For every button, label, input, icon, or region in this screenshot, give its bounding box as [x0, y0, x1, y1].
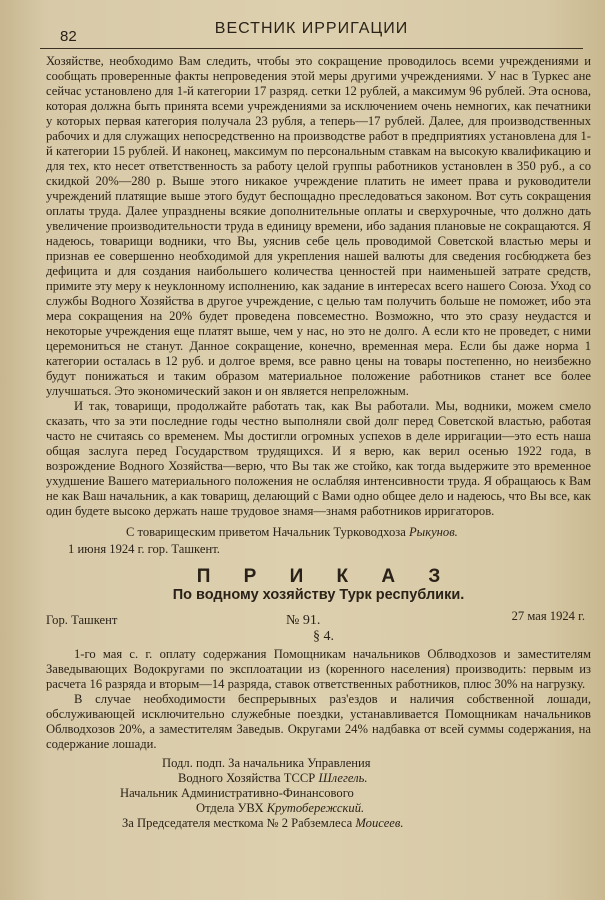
signature-line-2-name: Шлегель. — [318, 771, 368, 785]
signature-line-4 — [46, 801, 591, 816]
letter-closing-signature: Рыкунов. — [408, 525, 458, 539]
letter-paragraph-1: Хозяйстве, необходимо Вам следить, чтобы это сокращение проводилось всеми учреждениями и сообщать проверенные факты непроведения этой меры другими учреждениями. У нас в Туркес ане сейчас установлено для 1-й категории 17 разряд. сетки 12 рублей, а максимум 96 рублей. Эта основа, которая должна быть принята всеми учреждениями за исключением очень немногих, как печатники у которых первая категория получала 23 рубля, а теперь—17 рублей. Далее, для производственных рабочих и для служащих непосредственно на производстве работ в предприятиях установлена для 1-й категории 15 рублей. И наконец, максимум по персональным ставкам на высокую квалификацию и для тех, кто несет ответственность за работу целой группы работников установлен в 350 руб., а со скидкой 20%—280 р. Выше этого никакое учреждение платить не имеет права и руководители учреждений платящие выше этого будут беспощадно преследоваться законом. Вот суть сокращения оплаты труда. Далее упразднены всякие дополнительные оплаты и сверхурочные, что должно дать увеличение производительности труда в единицу времени, ибо задания плановые не сокращаются. Я надеюсь, товарищи водники, что Вы, уяснив себе цель проводимой Советской властью меры и признав ее совершенно необходимой для укрепления нашей валюты для сведения госбюджета без дефицита и для создания наибольшего количества ценностей при наименьшей затрате средств, примите эту меру к неуклонному исполнению, как задание в интересах всего нашего Союза. Уход со службы Водного Хозяйства в другое учреждение, с целью там получить больше не поможет, ибо эта мера сокращения на 20% будет проведена повсеместно. Возможно, что это сразу неудастся и некоторые учреждения еще платят выше, чем у нас, но это не долго. А если кто не проведет, с ними церемониться не станут. Данное сокращение, конечно, временная мера. Если бы даже норма 1 категории осталась в 12 руб. и долгое время, все равно цены на товары постепенно, но неизбежно будут понижаться и таким образом материальное положение работников станет все более улучшаться. Это экономический закон и он является непреложным. — [46, 54, 591, 398]
order-section: § 4. — [313, 629, 334, 644]
signature-line-1: Подл. подп. За начальника Управления — [162, 756, 371, 770]
signature-line-4-name: Крутобережский. — [266, 801, 365, 815]
page-number: 82 — [60, 28, 77, 45]
order-number: № 91. — [286, 613, 321, 628]
signature-line-2-text: Водного Хозяйства ТССР — [178, 771, 316, 785]
order-paragraph-1: 1-го мая с. г. оплату содержания Помощникам начальников Облводхозов и заместителям Заведывающих Водокругами по эксплоатации из (коренного населения) производить: первым из расчета 16 разряда и вторым—14 разряда, ставок ответственных работников, плюс 30% на нагрузку. — [46, 647, 591, 691]
order-signatures — [46, 756, 591, 831]
signature-line-5-text: За Председателя месткома № 2 Рабземлеса — [122, 816, 353, 830]
order-city: Гор. Ташкент — [46, 613, 118, 627]
signature-line-2 — [46, 771, 591, 786]
page-header — [40, 18, 583, 49]
letter-paragraph-2: И так, товарищи, продолжайте работать так, как Вы работали. Мы, водники, можем смело сказать, что за эти последние годы честно выполняли свой долг перед Советской властью, работая часто не считаясь со временем. Мы достигли огромных успехов в деле ирригации—это есть наша общая заслуга перед Государством трудящихся. И я верю, как верил осенью 1922 года, в возрождение Водного Хозяйства—верю, что Вы так же стойко, как тогда выдержите это временное ухудшение Вашего материального положения не ослабляя интенсивности труда. Я обращаюсь к Вам не как Ваш начальник, а как товарищ, делающий с Вами одно общее дело и надеюсь, что Вы все, как один будете высоко держать наше трудовое знамя—знамя работников ирригаторов. — [46, 399, 591, 518]
order-date: 27 мая 1924 г. — [511, 609, 585, 623]
order-title: П Р И К А З — [196, 566, 455, 587]
letter-closing-text: С товарищеским приветом Начальник Турководхоза — [126, 525, 406, 539]
order-paragraph-2: В случае необходимости беспрерывных раз'ездов и наличия собственной лошади, обслуживающей исключительно служебные поездки, устанавливается Помощникам начальников Облводхозов 20%, а заместителям Заведыв. Округами 24% надбавка от всей суммы содержания, на содержание лошади. — [46, 692, 591, 751]
letter-date: 1 июня 1924 г. гор. Ташкент. — [68, 542, 220, 556]
signature-line-5 — [46, 816, 591, 831]
order-meta — [46, 609, 591, 626]
order-subtitle: По водному хозяйству Турк республики. — [172, 587, 465, 603]
signature-line-5-name: Моисеев. — [355, 816, 404, 830]
journal-title: ВЕСТНИК ИРРИГАЦИИ — [214, 20, 409, 37]
letter-closing — [126, 525, 591, 540]
signature-line-4-text: Отдела УВХ — [196, 801, 264, 815]
page-body — [46, 54, 591, 831]
signature-line-3: Начальник Административно-Финансового — [120, 786, 354, 800]
